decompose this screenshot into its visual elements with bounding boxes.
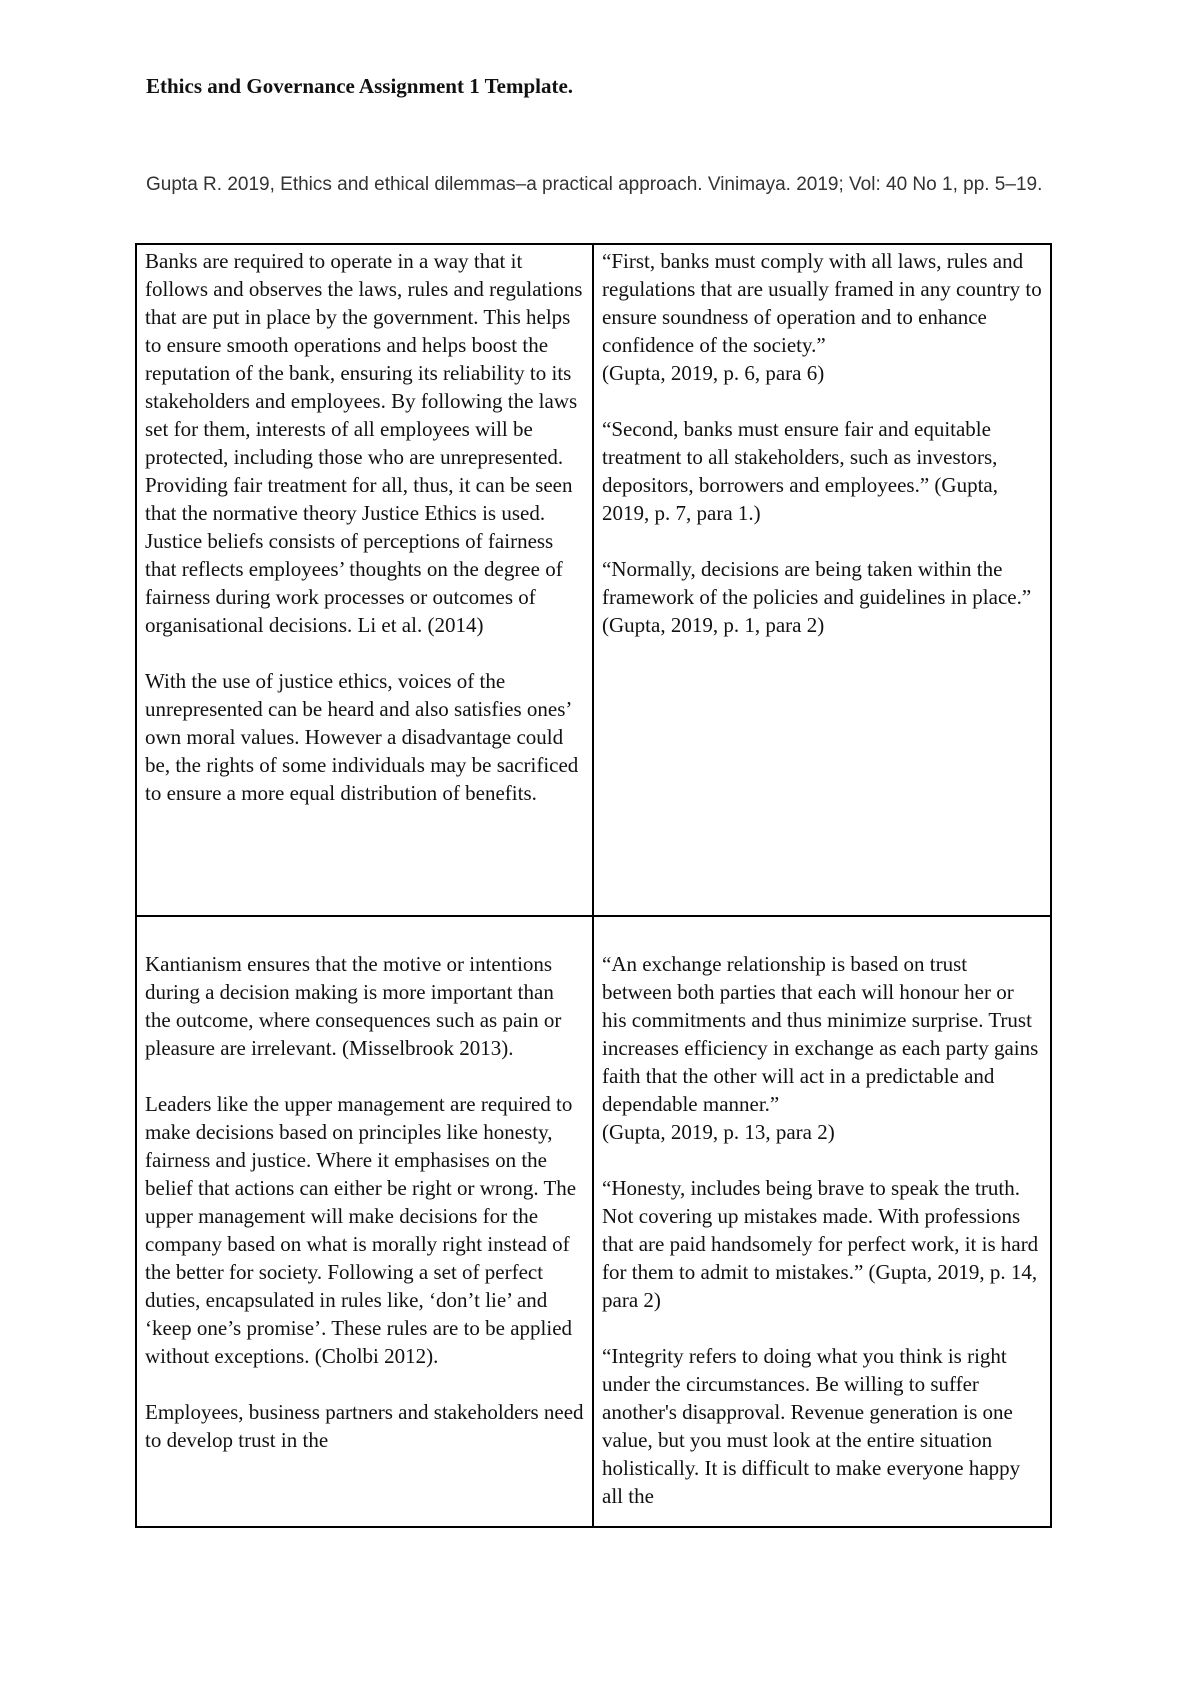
analysis-cell — [137, 917, 594, 1526]
citation: (Gupta, 2019, p. 1, para 2) — [602, 613, 825, 637]
paragraph: Kantianism ensures that the motive or intentions during a decision making is more important than the outcome, where consequences such as pain or pleasure are irrelevant. (Misselbrook 2013). — [145, 952, 562, 1060]
paragraph: Leaders like the upper management are required to make decisions based on principles like honesty, fairness and justice. Where it emphasises on the belief that actions can either be right or wrong. The upper management will make decisions for the company based on what is morally right instead of the better for society. Following a set of perfect duties, encapsulated in rules like, ‘don’t lie’ and ‘keep one’s promise’. These rules are to be applied without exceptions. (Cholbi 2012). — [145, 1092, 577, 1368]
quote: “First, banks must comply with all laws, rules and regulations that are usually framed in any country to ensure soundness of operation and to enhance confidence of the society.” — [602, 249, 1042, 357]
quote-cell — [594, 917, 1050, 1526]
table-row — [137, 917, 1050, 1526]
page-title: Ethics and Governance Assignment 1 Template. — [146, 74, 574, 98]
quote: “Integrity refers to doing what you think is right under the circumstances. Be willing to suffer another's disapproval. Revenue generation is one value, but you must look at the entire situation holistically. It is difficult to make everyone happy all the — [602, 1344, 1021, 1508]
reference-citation: Gupta R. 2019, Ethics and ethical dilemmas–a practical approach. Vinimaya. 2019; Vol: 40 No 1, pp. 5–19. — [146, 174, 1043, 195]
quote: “Normally, decisions are being taken within the framework of the policies and guidelines in place.” — [602, 557, 1032, 609]
paragraph: Employees, business partners and stakeholders need to develop trust in the — [145, 1400, 584, 1452]
quote: “Second, banks must ensure fair and equitable treatment to all stakeholders, such as investors, depositors, borrowers and employees.” (Gupta, 2019, p. 7, para 1.) — [602, 417, 998, 525]
quote-cell — [594, 245, 1050, 915]
quote: “An exchange relationship is based on trust between both parties that each will honour her or his commitments and thus minimize surprise. Trust increases efficiency in exchange as each party gains faith that the other will act in a predictable and dependable manner.” — [602, 952, 1039, 1116]
paragraph: With the use of justice ethics, voices of the unrepresented can be heard and also satisfies ones’ own moral values. However a disadvantage could be, the rights of some individuals may be sacrificed to ensure a more equal distribution of benefits. — [145, 669, 579, 805]
citation: (Gupta, 2019, p. 13, para 2) — [602, 1120, 835, 1144]
paragraph: Banks are required to operate in a way that it follows and observes the laws, rules and regulations that are put in place by the government. This helps to ensure smooth operations and helps boost the reputation of the bank, ensuring its reliability to its stakeholders and employees. By following the laws set for them, interests of all employees will be protected, including those who are unrepresented. Providing fair treatment for all, thus, it can be seen that the normative theory Justice Ethics is used. Justice beliefs consists of perceptions of fairness that reflects employees’ thoughts on the degree of fairness during work processes or outcomes of organisational decisions. Li et al. (2014) — [145, 249, 583, 637]
citation: (Gupta, 2019, p. 6, para 6) — [602, 361, 825, 385]
quote: “Honesty, includes being brave to speak the truth. Not covering up mistakes made. With professions that are paid handsomely for perfect work, it is hard for them to admit to mistakes.” (Gupta, 2019, p. 14, para 2) — [602, 1176, 1039, 1312]
analysis-cell — [137, 245, 594, 915]
notes-table — [135, 243, 1052, 1528]
table-row — [137, 245, 1050, 917]
